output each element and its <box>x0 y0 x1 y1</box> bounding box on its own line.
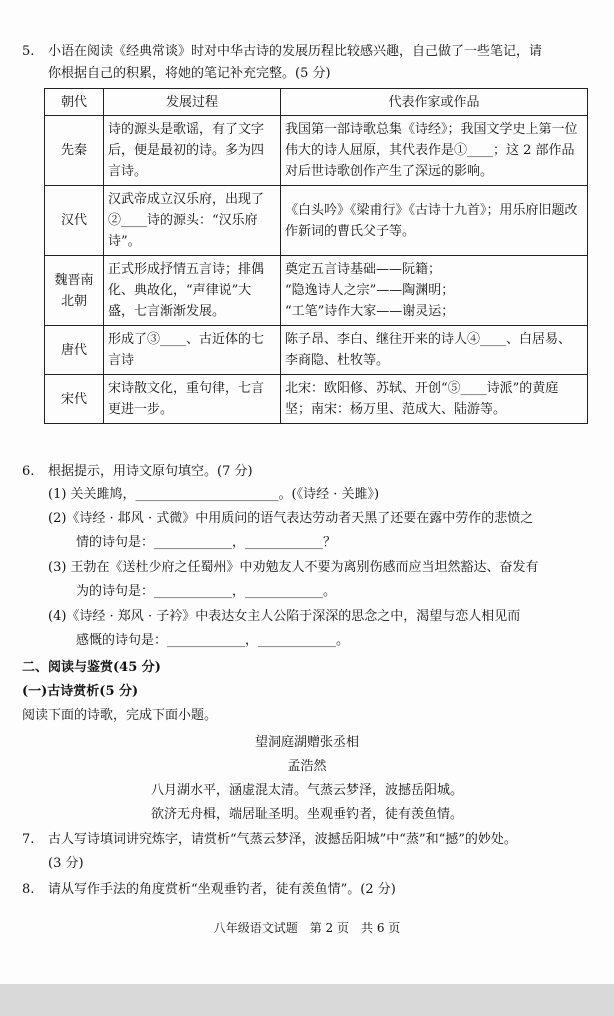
q8-number: 8. <box>22 882 35 897</box>
q8-line1: 请从写作手法的角度赏析“坐观垂钓者，徒有羡鱼情”。(2 分) <box>48 882 396 897</box>
section2-instruction: 阅读下面的诗歌，完成下面小题。 <box>22 708 218 723</box>
q6-item1: (1) 关关雎鸠，______________________。(《诗经 · 关雎》) <box>48 487 380 502</box>
table-row <box>45 375 588 424</box>
table-header-row <box>45 89 588 116</box>
dynasty-cell: 唐代 <box>45 326 104 375</box>
q5-line2: 你根据自己的积累，将她的笔记补充完整。(5 分) <box>48 66 331 81</box>
process-cell: 宋诗散文化，重句律，七言更进一步。 <box>104 375 281 424</box>
poem-line1: 八月湖水平，涵虚混太清。气蒸云梦泽，波撼岳阳城。 <box>150 783 463 798</box>
works-line: 奠定五言诗基础——阮籍； <box>285 262 442 277</box>
header-dynasty: 朝代 <box>45 89 104 116</box>
q6-item4-line2: 感慨的诗句是：____________，____________。 <box>76 633 350 648</box>
section2-subtitle: (一)古诗赏析(5 分) <box>22 684 139 699</box>
q5-number: 5. <box>22 44 35 59</box>
process-cell: 形成了③____、古近体的七言诗 <box>104 326 281 375</box>
q6-item3-line1: (3) 王勃在《送杜少府之任蜀州》中劝勉友人不要为离别伤感而应当坦然豁达、奋发有 <box>48 560 539 575</box>
q6-item3-line2: 为的诗句是：____________，____________。 <box>76 584 337 599</box>
dynasty-cell: 宋代 <box>45 375 104 424</box>
header-works: 代表作家或作品 <box>281 89 588 116</box>
q6-number: 6. <box>22 464 35 479</box>
poetry-history-table <box>44 88 588 424</box>
header-process: 发展过程 <box>104 89 281 116</box>
works-cell: 陈子昂、李白、继往开来的诗人④____、白居易、李商隐、杜牧等。 <box>281 326 588 375</box>
table-row <box>45 256 588 326</box>
q5-line1: 小语在阅读《经典常谈》时对中华古诗的发展历程比较感兴趣，自己做了一些笔记，请 <box>48 44 543 59</box>
q6-intro: 根据提示，用诗文原句填空。(7 分) <box>48 464 253 479</box>
poem-title: 望洞庭湖赠张丞相 <box>254 735 359 750</box>
works-line: “隐逸诗人之宗”——陶渊明； <box>285 283 455 298</box>
q6-item2-line1: (2)《诗经 · 邶风 · 式微》中用质问的语气表达劳动者天黑了还要在露中劳作的悲愤之 <box>48 511 534 526</box>
works-line: “工笔”诗作大家——谢灵运； <box>285 304 455 319</box>
dynasty-cell: 汉代 <box>45 186 104 256</box>
poem-line2: 欲济无舟楫，端居耻圣明。坐观垂钓者，徒有羡鱼情。 <box>150 807 463 822</box>
works-cell: 北宋：欧阳修、苏轼、开创“⑤____诗派”的黄庭坚；南宋：杨万里、范成大、陆游等。 <box>281 375 588 424</box>
q7-number: 7. <box>22 832 35 847</box>
poem-author: 孟浩然 <box>287 759 327 774</box>
section2-title: 二、阅读与鉴赏(45 分) <box>22 660 161 675</box>
page-footer: 八年级语文试题 第 2 页 共 6 页 <box>213 921 401 935</box>
q7-line1: 古人写诗填词讲究炼字，请赏析“气蒸云梦泽，波撼岳阳城”中“蒸”和“撼”的妙处。 <box>48 832 517 847</box>
process-cell: 诗的源头是歌谣，有了文字后，便是最初的诗。多为四言诗。 <box>104 116 281 186</box>
works-cell: 我国第一部诗歌总集《诗经》；我国文学史上第一位伟大的诗人屈原，其代表作是①____；这 2 部作品对后世诗歌创作产生了深远的影响。 <box>281 116 588 186</box>
table-row <box>45 326 588 375</box>
q7-line2: (3 分) <box>48 856 84 871</box>
table-row <box>45 116 588 186</box>
dynasty-cell: 魏晋南北朝 <box>45 256 104 326</box>
q6-item4-line1: (4)《诗经 · 郑风 · 子衿》中表达女主人公陷于深深的思念之中，渴望与恋人相见而 <box>48 609 521 624</box>
dynasty-cell: 先秦 <box>45 116 104 186</box>
q6-item2-line2: 情的诗句是：____________，____________？ <box>76 535 337 550</box>
table-row <box>45 186 588 256</box>
works-cell: 《白头吟》《梁甫行》《古诗十九首》；用乐府旧题改作新词的曹氏父子等。 <box>281 186 588 256</box>
works-cell <box>281 256 588 326</box>
process-cell: 汉武帝成立汉乐府，出现了②____诗的源头：“汉乐府诗”。 <box>104 186 281 256</box>
process-cell: 正式形成抒情五言诗；排偶化、典故化，“声律说”大盛，七言渐渐发展。 <box>104 256 281 326</box>
scan-bottom-margin <box>0 984 614 1016</box>
